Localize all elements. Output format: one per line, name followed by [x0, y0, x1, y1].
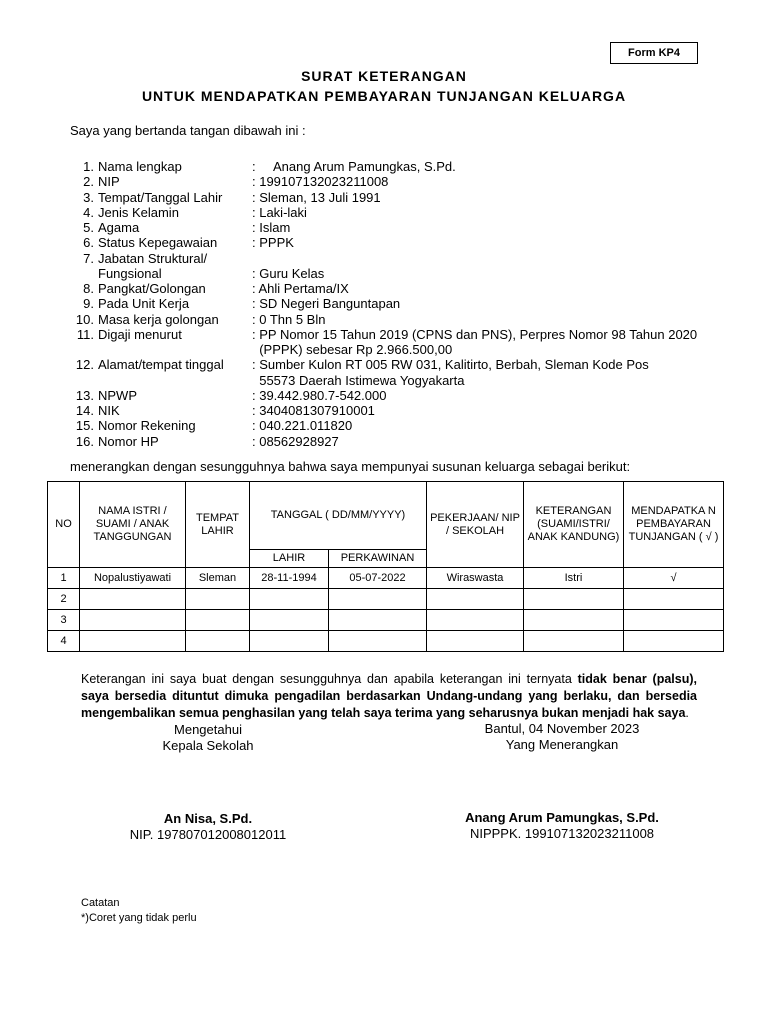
header-keterangan: KETERANGAN (SUAMI/ISTRI/ ANAK KANDUNG): [524, 482, 624, 568]
field-value: 55573 Daerah Istimewa Yogyakarta: [252, 372, 465, 388]
field-value: : PPPK: [252, 235, 294, 251]
field-value: : Islam: [252, 220, 291, 235]
field-value: : Ahli Pertama/IX: [252, 281, 349, 296]
notes-title: Catatan: [81, 897, 120, 909]
cell-tanggal-lahir: [250, 631, 329, 652]
field-label: Agama: [98, 220, 140, 235]
table-row: [48, 610, 724, 631]
cell-keterangan: Istri: [524, 568, 624, 589]
field-number: 5.: [83, 220, 94, 235]
cell-mendapatkan: [624, 631, 724, 652]
document-subtitle: UNTUK MENDAPATKAN PEMBAYARAN TUNJANGAN KELUARGA: [141, 88, 627, 104]
right-sig-line2: Yang Menerangkan: [505, 737, 619, 752]
cell-nama: Nopalustiyawati: [80, 568, 186, 589]
cell-tempat-lahir: [186, 631, 250, 652]
field-label: Status Kepegawaian: [98, 235, 218, 251]
field-number: 7.: [83, 250, 94, 266]
field-number: 14.: [75, 403, 94, 418]
cell-nama: [80, 631, 186, 652]
field-number: 11.: [76, 326, 94, 342]
field-number: 9.: [83, 296, 94, 312]
cell-keterangan: [524, 631, 624, 652]
field-label: Alamat/tempat tinggal: [98, 357, 224, 373]
cell-mendapatkan: [624, 589, 724, 610]
cell-tempat-lahir: [186, 589, 250, 610]
cell-nama: [80, 610, 186, 631]
field-label: Jabatan Struktural/: [98, 250, 208, 266]
field-label: Nomor HP: [98, 433, 159, 449]
field-label: Digaji menurut: [98, 326, 182, 342]
table-row: [48, 568, 724, 589]
field-label: Fungsional: [98, 265, 162, 281]
cell-nama: [80, 589, 186, 610]
field-label: Jenis Kelamin: [98, 204, 179, 220]
cell-no: 4: [48, 631, 80, 652]
field-number: 13.: [75, 387, 94, 403]
left-sig-id: NIP. 197807012008012011: [129, 827, 287, 842]
form-code-badge: Form KP4: [610, 42, 698, 64]
notes-line: *)Coret yang tidak perlu: [81, 912, 197, 924]
cell-tempat-lahir: Sleman: [186, 568, 250, 589]
statement-part-bold-1: tidak benar (palsu): [577, 672, 694, 686]
field-value: : Guru Kelas: [252, 265, 325, 281]
cell-keterangan: [524, 589, 624, 610]
field-label: NIP: [98, 174, 120, 190]
field-value: : SD Negeri Banguntapan: [252, 296, 401, 312]
statement-part-1: Keterangan ini saya buat dengan sesungguhnya dan apabila keterangan ini ternyata: [81, 672, 578, 686]
left-sig-line1: Mengetahui: [174, 722, 242, 737]
right-sig-name: Anang Arum Pamungkas, S.Pd.: [465, 810, 659, 825]
field-number: 15.: [75, 418, 94, 434]
statement-part-bold-2: , saya bersedia dituntut dimuka pengadilan berdasarkan Undang-undang yang berlaku, dan bersedia mengembalikan semua penghasilan yang telah saya terima yang seharusnya bukan menjadi hak saya: [81, 672, 697, 720]
field-value: : Anang Arum Pamungkas, S.Pd.: [252, 159, 456, 174]
cell-tanggal-lahir: 28-11-1994: [250, 568, 329, 589]
family-table: [47, 481, 724, 652]
field-value: (PPPK) sebesar Rp 2.966.500,00: [252, 342, 453, 357]
left-sig-name: An Nisa, S.Pd.: [163, 811, 253, 826]
field-number: 4.: [83, 204, 94, 220]
table-row: [48, 631, 724, 652]
field-value: : 08562928927: [252, 433, 339, 449]
header-nama: NAMA ISTRI / SUAMI / ANAK TANGGUNGAN: [80, 482, 186, 568]
field-value: : Sleman, 13 Juli 1991: [252, 189, 381, 205]
left-sig-line2: Kepala Sekolah: [162, 738, 254, 753]
table-row: [48, 589, 724, 610]
cell-tanggal-lahir: [250, 610, 329, 631]
field-number: 10.: [75, 311, 94, 327]
cell-keterangan: [524, 610, 624, 631]
field-value: : Laki-laki: [252, 204, 307, 220]
field-value: : Sumber Kulon RT 005 RW 031, Kalitirto, Berbah, Sleman Kode Pos: [252, 357, 649, 373]
field-value: : 199107132023211008: [252, 174, 389, 190]
header-pekerjaan: PEKERJAAN/ NIP / SEKOLAH: [427, 482, 524, 568]
field-label: Tempat/Tanggal Lahir: [98, 189, 223, 205]
field-number: 2.: [83, 174, 94, 190]
field-number: 12.: [75, 357, 94, 373]
header-tanggal: TANGGAL ( DD/MM/YYYY): [250, 482, 427, 550]
cell-no: 2: [48, 589, 80, 610]
cell-pekerjaan: Wiraswasta: [427, 568, 524, 589]
field-value: : 3404081307910001: [252, 403, 375, 418]
cell-tanggal-perkawinan: [329, 610, 427, 631]
statement-paragraph: [81, 671, 697, 722]
field-label: Nama lengkap: [98, 159, 182, 174]
field-value: : 040.221.011820: [252, 418, 353, 434]
family-intro-text: menerangkan dengan sesungguhnya bahwa saya mempunyai susunan keluarga sebagai berikut:: [70, 459, 631, 474]
document-title: SURAT KETERANGAN: [301, 68, 467, 84]
field-number: 6.: [83, 235, 94, 251]
field-number: 1.: [83, 159, 94, 174]
cell-tanggal-perkawinan: 05-07-2022: [329, 568, 427, 589]
cell-no: 3: [48, 610, 80, 631]
field-label: Nomor Rekening: [98, 418, 196, 434]
cell-mendapatkan: [624, 610, 724, 631]
cell-pekerjaan: [427, 610, 524, 631]
field-number: 3.: [83, 189, 94, 205]
field-value: : 0 Thn 5 Bln: [252, 311, 326, 327]
header-lahir: LAHIR: [250, 550, 329, 568]
intro-text: Saya yang bertanda tangan dibawah ini :: [70, 123, 306, 138]
field-label: NIK: [98, 403, 120, 418]
header-tempat-lahir: TEMPAT LAHIR: [186, 482, 250, 568]
cell-tanggal-perkawinan: [329, 631, 427, 652]
statement-part-end: .: [685, 706, 689, 720]
field-label: NPWP: [98, 387, 137, 403]
field-value: : 39.442.980.7-542.000: [252, 387, 387, 403]
cell-tanggal-perkawinan: [329, 589, 427, 610]
cell-tempat-lahir: [186, 610, 250, 631]
field-label: Pada Unit Kerja: [98, 296, 190, 312]
field-number: 16.: [75, 433, 94, 449]
header-mendapatkan: MENDAPATKA N PEMBAYARAN TUNJANGAN ( √ ): [624, 482, 724, 568]
cell-pekerjaan: [427, 631, 524, 652]
field-value: : PP Nomor 15 Tahun 2019 (CPNS dan PNS), Perpres Nomor 98 Tahun 2020: [252, 326, 698, 342]
cell-tanggal-lahir: [250, 589, 329, 610]
cell-mendapatkan: √: [624, 568, 724, 589]
header-perkawinan: PERKAWINAN: [329, 550, 427, 568]
field-label: Pangkat/Golongan: [98, 281, 206, 296]
right-sig-id: NIPPPK. 199107132023211008: [469, 826, 655, 841]
header-no: NO: [48, 482, 80, 568]
right-sig-date: Bantul, 04 November 2023: [484, 721, 640, 736]
field-number: 8.: [83, 281, 94, 296]
field-label: Masa kerja golongan: [98, 311, 219, 327]
cell-pekerjaan: [427, 589, 524, 610]
cell-no: 1: [48, 568, 80, 589]
